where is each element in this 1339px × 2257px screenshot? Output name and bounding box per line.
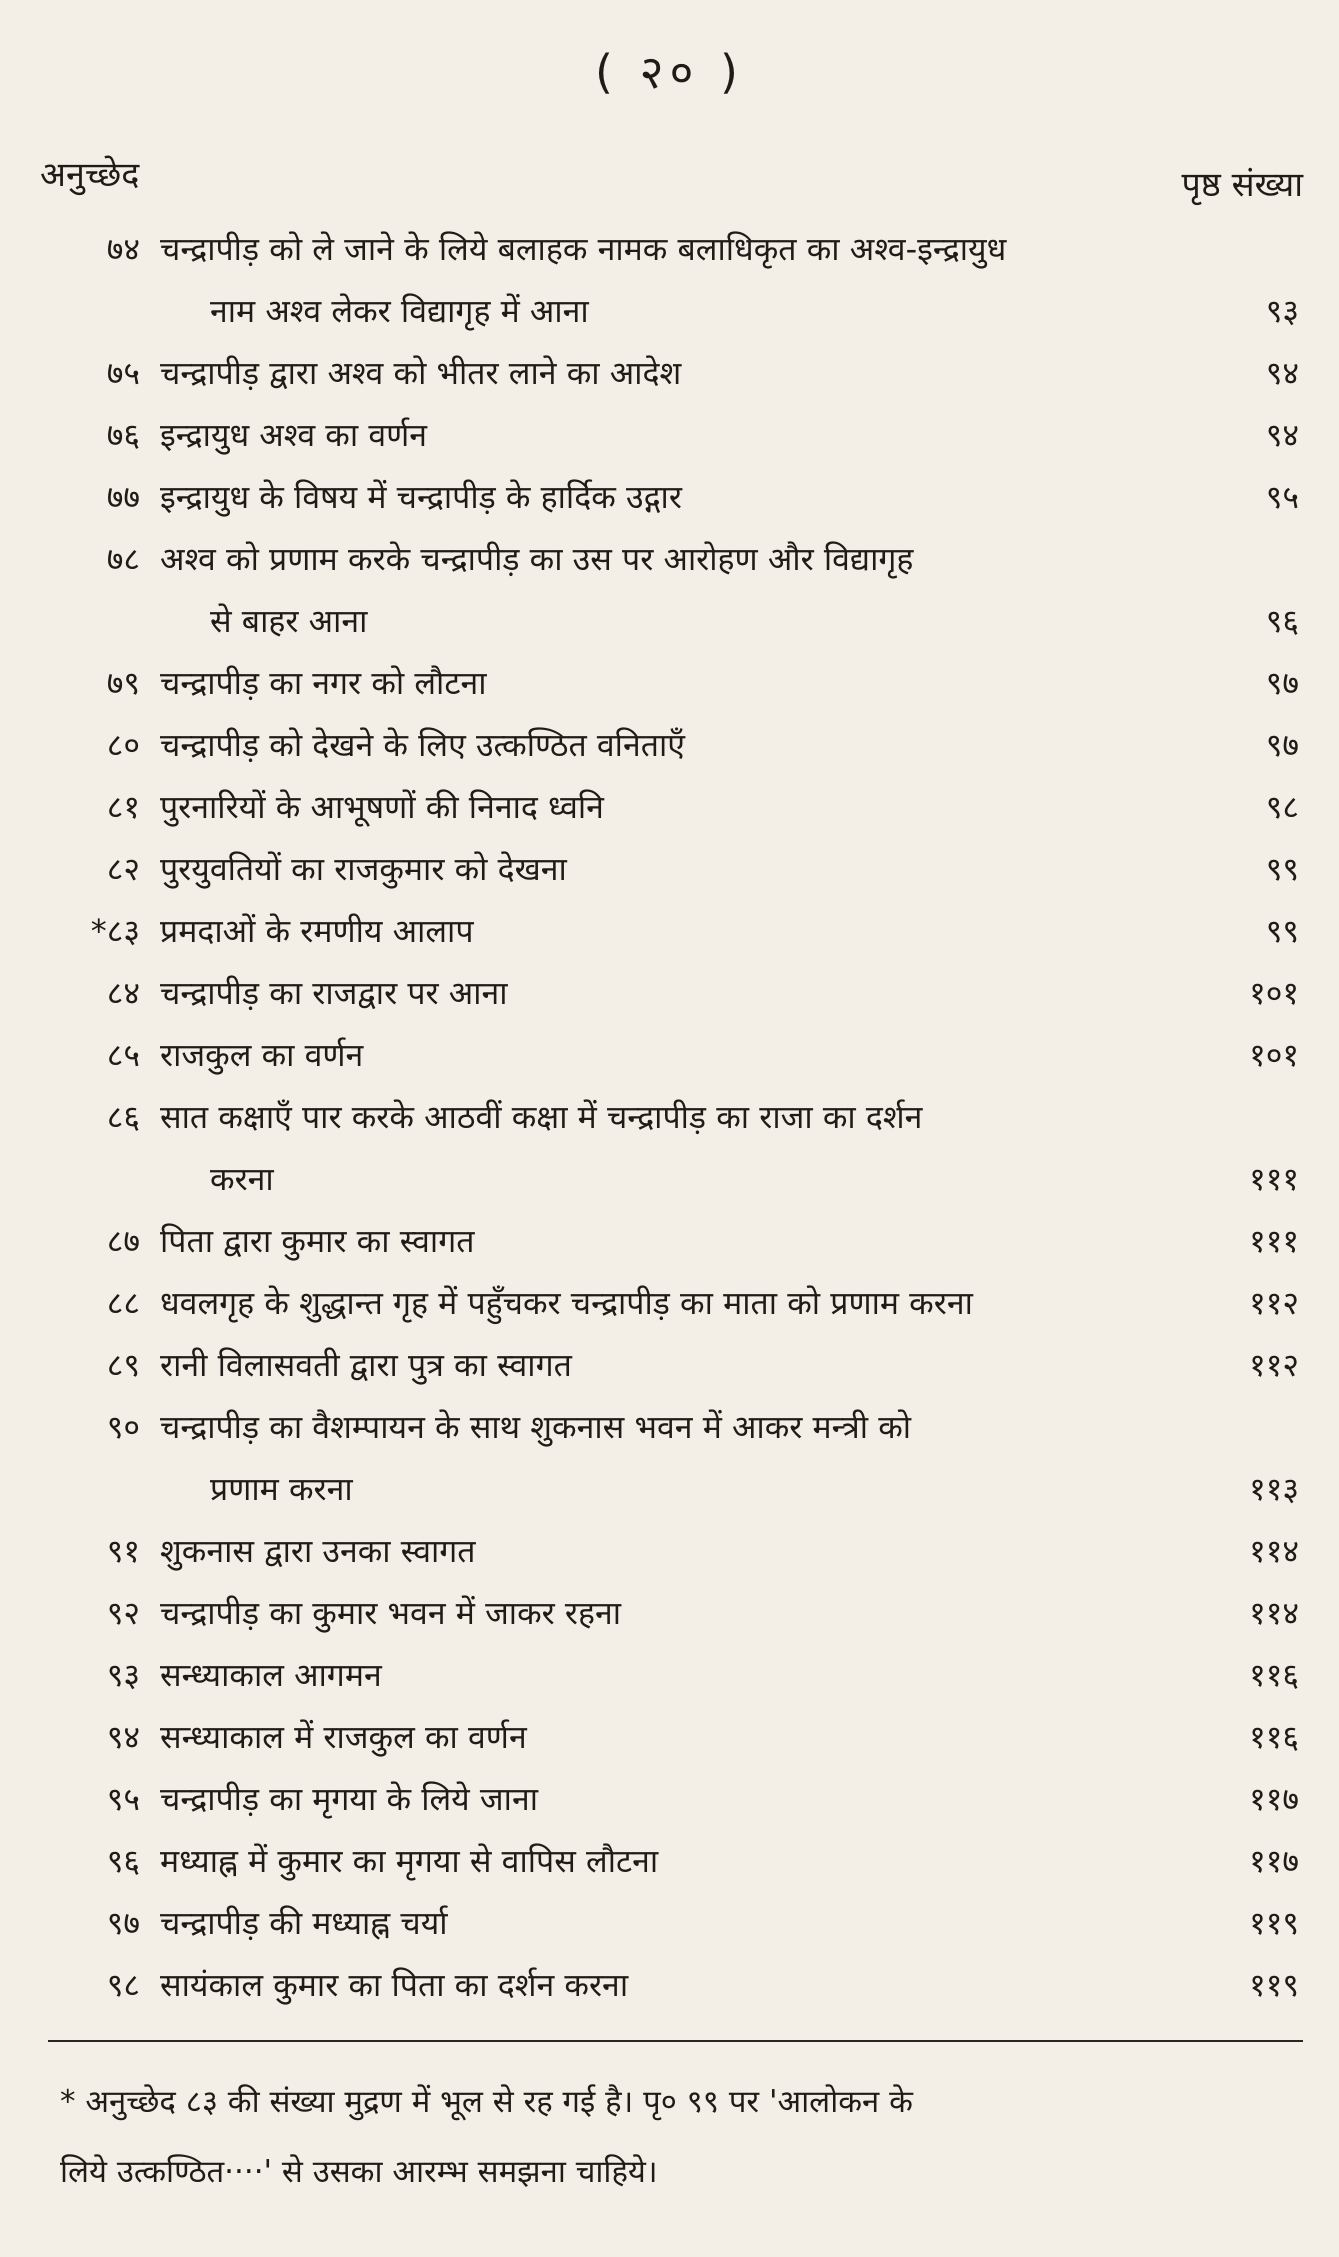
entry-title: शुकनास द्वारा उनका स्वागत [160,1532,476,1570]
paragraph-number: ७८ [106,540,140,578]
entry-title: चन्द्रापीड़ का मृगया के लिये जाना [160,1780,538,1818]
page-ref: १११ [1249,1160,1299,1198]
table-row [0,1644,1339,1706]
footnote-line-1: * अनुच्छेद ८३ की संख्या मुद्रण में भूल से रह गई है। पृ० ९९ पर 'आलोकन के [60,2084,913,2120]
page-ref: ९४ [1265,416,1299,454]
paragraph-number: ७६ [106,416,140,454]
page-ref: १११ [1249,1222,1299,1260]
entry-title-continued: करना [210,1160,274,1198]
paragraph-number: ७५ [106,354,140,392]
table-row [0,652,1339,714]
paragraph-number: ९७ [106,1904,140,1942]
entry-title: सात कक्षाएँ पार करके आठवीं कक्षा में चन्द्रापीड़ का राजा का दर्शन [160,1098,923,1136]
entry-title: सन्ध्याकाल में राजकुल का वर्णन [160,1718,527,1756]
entry-title: चन्द्रापीड़ का कुमार भवन में जाकर रहना [160,1594,622,1632]
page-ref: ११६ [1249,1656,1299,1694]
paragraph-number: ८६ [106,1098,140,1136]
table-row [0,218,1339,342]
page-ref: ९८ [1265,788,1299,826]
table-row [0,466,1339,528]
table-row [0,1334,1339,1396]
column-header-paragraph: अनुच्छेद [40,155,140,195]
paragraph-number: ८० [106,726,140,764]
paragraph-number: ८७ [106,1222,140,1260]
entry-title: मध्याह्न में कुमार का मृगया से वापिस लौटना [160,1842,659,1880]
entry-title: इन्द्रायुध अश्व का वर्णन [160,416,428,454]
entry-title: पुरनारियों के आभूषणों की निनाद ध्वनि [160,788,604,826]
entry-title: पुरयुवतियों का राजकुमार को देखना [160,850,567,888]
footnote-line-2: लिये उत्कण्ठित····' से उसका आरम्भ समझना चाहिये। [60,2154,658,2190]
paragraph-number: ८१ [106,788,140,826]
table-row [0,404,1339,466]
entry-title-continued: से बाहर आना [210,602,368,640]
paragraph-number: ९० [106,1408,140,1446]
table-row [0,962,1339,1024]
page-ref: १०१ [1249,974,1299,1012]
table-row [0,1892,1339,1954]
paragraph-number: ९५ [106,1780,140,1818]
paragraph-number: ९३ [106,1656,140,1694]
entry-title: चन्द्रापीड़ को ले जाने के लिये बलाहक नामक बलाधिकृत का अश्व-इन्द्रायुध [160,230,1007,268]
page-ref: ९५ [1265,478,1299,516]
paragraph-number: *८३ [90,912,140,950]
entry-title: सायंकाल कुमार का पिता का दर्शन करना [160,1966,629,2004]
entry-title: पिता द्वारा कुमार का स्वागत [160,1222,475,1260]
table-row [0,900,1339,962]
page-ref: ११९ [1249,1966,1299,2004]
entry-title: धवलगृह के शुद्धान्त गृह में पहुँचकर चन्द्रापीड़ का माता को प्रणाम करना [160,1284,973,1322]
table-row [0,342,1339,404]
paragraph-number: ८४ [106,974,140,1012]
table-row [0,1768,1339,1830]
table-row [0,1520,1339,1582]
page-ref: ९७ [1265,726,1299,764]
entry-title-continued: प्रणाम करना [210,1470,353,1508]
entry-title-continued: नाम अश्व लेकर विद्यागृह में आना [210,292,589,330]
page-ref: ११७ [1249,1842,1299,1880]
page-ref: ११४ [1249,1594,1299,1632]
page-ref: ११२ [1249,1346,1299,1384]
table-row [0,1024,1339,1086]
page-ref: ११७ [1249,1780,1299,1818]
entry-title: राजकुल का वर्णन [160,1036,364,1074]
page-ref: ११४ [1249,1532,1299,1570]
paragraph-number: ८२ [106,850,140,888]
paragraph-number: ८८ [106,1284,140,1322]
entry-title: चन्द्रापीड़ की मध्याह्न चर्या [160,1904,448,1942]
table-row [0,528,1339,652]
paragraph-number: ८५ [106,1036,140,1074]
table-row [0,1272,1339,1334]
footnote-divider [48,2040,1303,2042]
table-row [0,1086,1339,1210]
paragraph-number: ७४ [106,230,140,268]
entry-title: सन्ध्याकाल आगमन [160,1656,382,1694]
page-ref: ९९ [1265,850,1299,888]
entry-title: प्रमदाओं के रमणीय आलाप [160,912,474,950]
entry-title: अश्व को प्रणाम करके चन्द्रापीड़ का उस पर आरोहण और विद्यागृह [160,540,914,578]
entry-title: रानी विलासवती द्वारा पुत्र का स्वागत [160,1346,572,1384]
table-row [0,1954,1339,2016]
entry-title: चन्द्रापीड़ का राजद्वार पर आना [160,974,508,1012]
page-ref: ९६ [1265,602,1299,640]
page-ref: ११२ [1249,1284,1299,1322]
paragraph-number: ९८ [106,1966,140,2004]
page-ref: १०१ [1249,1036,1299,1074]
table-row [0,776,1339,838]
entry-title: चन्द्रापीड़ का वैशम्पायन के साथ शुकनास भवन में आकर मन्त्री को [160,1408,912,1446]
table-row [0,1396,1339,1520]
entry-title: इन्द्रायुध के विषय में चन्द्रापीड़ के हार्दिक उद्गार [160,478,682,516]
paragraph-number: ८९ [106,1346,140,1384]
paragraph-number: ९४ [106,1718,140,1756]
page-ref: ९३ [1265,292,1299,330]
table-row [0,1706,1339,1768]
page-ref: ११३ [1249,1470,1299,1508]
page-number: ( २० ) [595,45,744,99]
table-row [0,714,1339,776]
table-row [0,1582,1339,1644]
column-header-page: पृष्ठ संख्या [1181,165,1303,205]
paragraph-number: ७७ [106,478,140,516]
table-row [0,1210,1339,1272]
page-ref: ९९ [1265,912,1299,950]
page-ref: ११९ [1249,1904,1299,1942]
entry-title: चन्द्रापीड़ का नगर को लौटना [160,664,487,702]
page-ref: ११६ [1249,1718,1299,1756]
table-row [0,838,1339,900]
paragraph-number: ९६ [106,1842,140,1880]
page-ref: ९४ [1265,354,1299,392]
paragraph-number: ९२ [106,1594,140,1632]
table-row [0,1830,1339,1892]
paragraph-number: ९१ [106,1532,140,1570]
entry-title: चन्द्रापीड़ को देखने के लिए उत्कण्ठित वनिताएँ [160,726,685,764]
paragraph-number: ७९ [106,664,140,702]
page-ref: ९७ [1265,664,1299,702]
entry-title: चन्द्रापीड़ द्वारा अश्व को भीतर लाने का आदेश [160,354,682,392]
